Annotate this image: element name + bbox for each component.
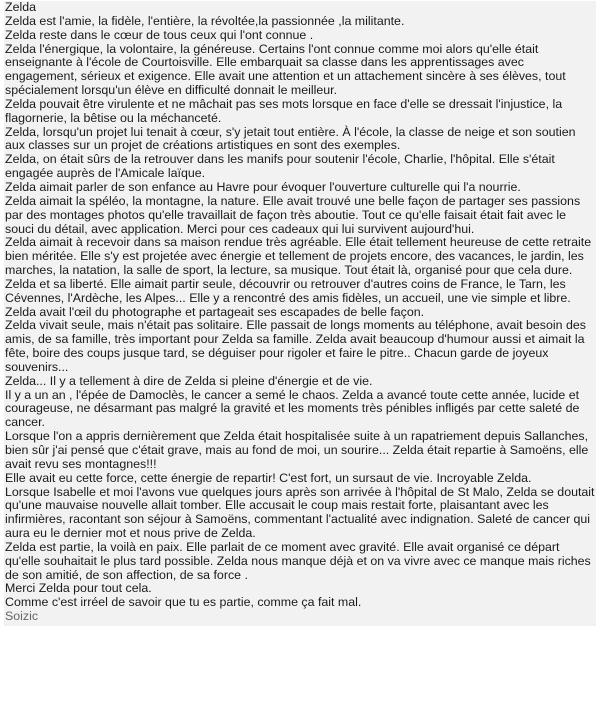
paragraph: Zelda reste dans le cœur de tous ceux qui l'ont connue . (5, 27, 314, 42)
paragraph: Merci Zelda pour tout cela. (5, 581, 152, 596)
paragraph: Zelda et sa liberté. Elle aimait partir seule, découvrir ou retrouver d'autres coins de France, le Tarn, les Cévennes, l'Ardèche, les Alpes... Elle y a rencontré des amis fidèles, un accueil, une vie simple et libre. (5, 276, 571, 305)
paragraph: Lorsque l'on a appris dernièrement que Zelda était hospitalisée suite à un rapatriement depuis Sallanches, bien sûr j'ai pensé que c'était grave, mais au fond de moi, un sourire... Zelda était repartie à Samoëns, elle avait revu ses montagnes!!! (5, 429, 589, 471)
paragraph: Lorsque Isabelle et moi l'avons vue quelques jours après son arrivée à l'hôpital de St Malo, Zelda se doutait qu'une mauvaise nouvelle allait tomber. Elle accusait le coup mais restait forte, plaisantant avec les infirmières, racontant son séjour à Samoëns, commentant l'actualité avec indignation. Saleté de cancer qui aura eu le dernier mot et nous prive de Zelda. (5, 484, 595, 541)
paragraph: Zelda... Il y a tellement à dire de Zelda si pleine d'énergie et de vie. (5, 373, 373, 388)
paragraph: Zelda aimait parler de son enfance au Havre pour évoquer l'ouverture culturelle qui l'a nourrie. (5, 179, 521, 194)
paragraph: Zelda est l'amie, la fidèle, l'entière, la révoltée,la passionnée ,la militante. (5, 13, 405, 28)
paragraph: Zelda, lorsqu'un projet lui tenait à cœur, s'y jetait tout entière. À l'école, la classe de neige et son soutien aux classes sur un projet de créations artistiques en sont des exemples. (5, 124, 576, 153)
document-title: Zelda (5, 0, 36, 14)
paragraph: Zelda est partie, la voilà en paix. Elle parlait de ce moment avec gravité. Elle avait organisé ce départ qu'elle souhaitait le plus tard possible. Zelda nous manque déjà et on va vivre avec ce manque mais riches de son amitié, de son affection, de sa force . (5, 539, 591, 582)
paragraph: Comme c'est irréel de savoir que tu es partie, comme ça fait mal. (5, 595, 362, 610)
memorial-text-document (4, 1, 596, 626)
paragraph: Zelda aimait la spéléo, la montagne, la nature. Elle avait trouvé une belle façon de partager ses passions par des montages photos qu'elle travaillait de façon très aboutie. Tout ce qu'elle faisait était fait avec le souci du détail, avec application. Merci pour ces cadeaux qui lui survivent aujourd'hui. (5, 193, 581, 236)
signature: Soizic (5, 609, 39, 624)
paragraph: Il y a un an , l'épée de Damoclès, le cancer a semé le chaos. Zelda a avancé toute cette année, lucide et courageuse, ne désarmant pas malgré la gravité et les moments très pénibles infligés par cette saleté de cancer. (5, 387, 580, 430)
paragraph: Zelda, on était sûrs de la retrouver dans les manifs pour soutenir l'école, Charlie, l'hôpital. Elle s'était engagée auprès de l'Amicale laïque. (5, 152, 555, 181)
paragraph: Zelda l'énergique, la volontaire, la généreuse. Certains l'ont connue comme moi alors qu'elle était enseignante à l'école de Courtoisville. Elle embarquait sa classe dans les apprentissages avec engagement, sérieux et exigence. Elle avait une attention et un attachement sincère à ses élèves, tout spécialement lorsqu'un élève en difficulté donnait le meilleur. (5, 41, 566, 98)
paragraph: Zelda aimait à recevoir dans sa maison rendue très agréable. Elle était tellement heureuse de cette retraite bien méritée. Elle s'y est projetée avec énergie et tellement de projets encore, des vacances, le jardin, les marches, la natation, la salle de sport, la lecture, sa musique. Tout était là, organisé pour que cela dure. (5, 235, 592, 278)
paragraph: Zelda pouvait être virulente et ne mâchait pas ses mots lorsque en face d'elle se dressait l'injustice, la flagornerie, la bêtise ou la méchanceté. (5, 96, 563, 125)
paragraph: Zelda avait l'œil du photographe et partageait ses escapades de belle façon. (5, 304, 425, 319)
paragraph: Elle avait eu cette force, cette énergie de repartir! C'est fort, un sursaut de vie. Incroyable Zelda. (5, 470, 532, 485)
paragraph: Zelda vivait seule, mais n'était pas solitaire. Elle passait de longs moments au téléphone, avait besoin des amis, de sa famille, très important pour Zelda sa famille. Zelda avait beaucoup d'humour aussi et aimait la fête, boire des coups jusque tard, se déguiser pour rigoler et faire le pitre.. Chacun garde de joyeux souvenirs... (5, 318, 586, 374)
